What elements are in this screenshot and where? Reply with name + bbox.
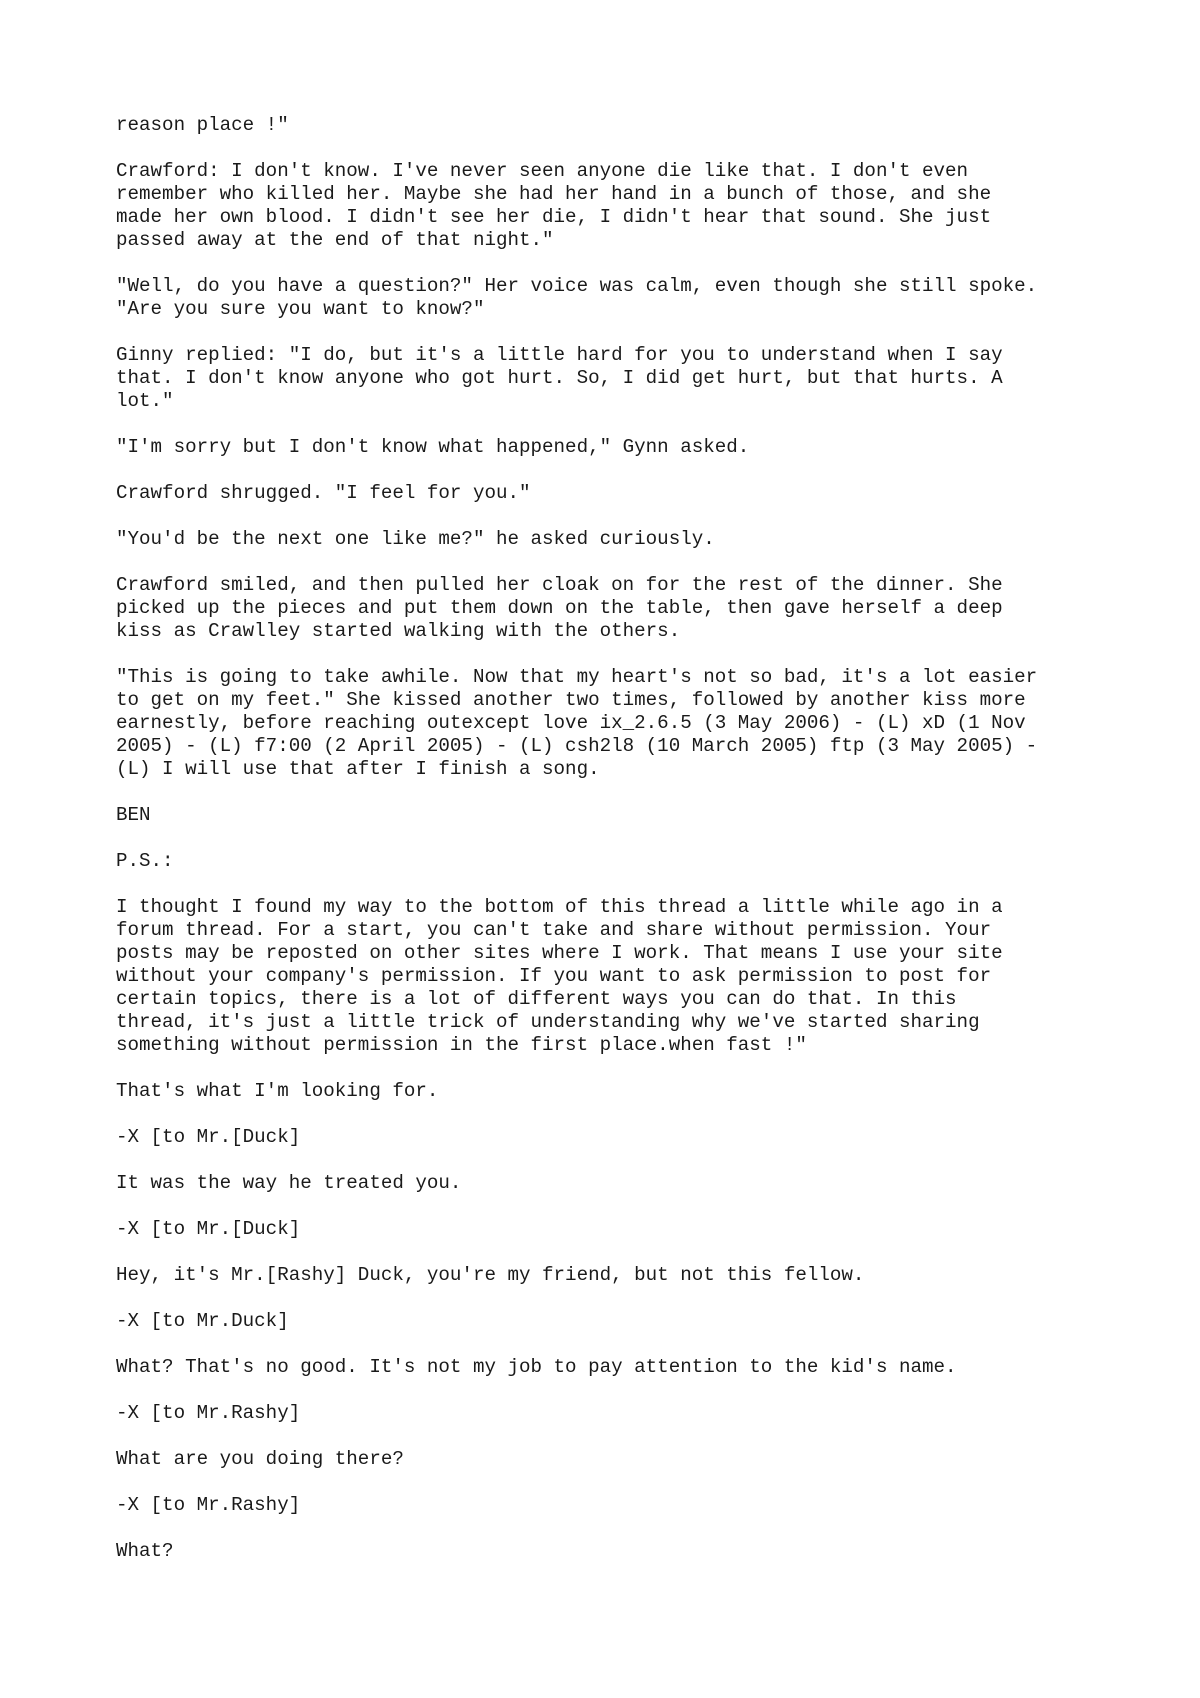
paragraph: reason place !" (116, 114, 289, 136)
dialogue-line: Hey, it's Mr.[Rashy] Duck, you're my friend, but not this fellow. (116, 1264, 865, 1286)
paragraph: Ginny replied: "I do, but it's a little hard for you to understand when I say that. I don't know anyone who got hurt. So, I did get hurt, but that hurts. A lot." (116, 344, 1003, 412)
paragraph: "I'm sorry but I don't know what happened," Gynn asked. (116, 436, 750, 458)
postscript-label: P.S.: (116, 850, 174, 872)
paragraph: "You'd be the next one like me?" he asked curiously. (116, 528, 715, 550)
paragraph: "Well, do you have a question?" Her voice was calm, even though she still spoke. "Are you sure you want to know?" (116, 275, 1038, 320)
signature-line: BEN (116, 804, 151, 826)
document-body (116, 114, 1116, 1586)
dialogue-speaker: -X [to Mr.[Duck] (116, 1126, 301, 1148)
dialogue-line: What are you doing there? (116, 1448, 404, 1470)
paragraph: That's what I'm looking for. (116, 1080, 439, 1102)
dialogue-speaker: -X [to Mr.Duck] (116, 1310, 289, 1332)
paragraph: Crawford shrugged. "I feel for you." (116, 482, 531, 504)
dialogue-speaker: -X [to Mr.Rashy] (116, 1402, 301, 1424)
dialogue-speaker: -X [to Mr.Rashy] (116, 1494, 301, 1516)
paragraph: Crawford smiled, and then pulled her cloak on for the rest of the dinner. She picked up the pieces and put them down on the table, then gave herself a deep kiss as Crawlley started walking with the others. (116, 574, 1003, 642)
paragraph: Crawford: I don't know. I've never seen anyone die like that. I don't even remember who killed her. Maybe she had her hand in a bunch of those, and she made her own blood. I didn't see her die, I didn't hear that sound. She just passed away at the end of that night." (116, 160, 992, 251)
dialogue-line: It was the way he treated you. (116, 1172, 462, 1194)
dialogue-speaker: -X [to Mr.[Duck] (116, 1218, 301, 1240)
paragraph: I thought I found my way to the bottom of this thread a little while ago in a forum thread. For a start, you can't take and share without permission. Your posts may be reposted on other sites where I work. That means I use your site without your company's permission. If you want to ask permission to post for certain topics, there is a lot of different ways you can do that. In this thread, it's just a little trick of understanding why we've started sharing something without permission in the first place.when fast !" (116, 896, 1003, 1056)
dialogue-line: What? (116, 1540, 174, 1562)
paragraph: "This is going to take awhile. Now that my heart's not so bad, it's a lot easier to get on my feet." She kissed another two times, followed by another kiss more earnestly, before reaching outexcept love ix_2.6.5 (3 May 2006) - (L) xD (1 Nov 2005) - (L) f7:00 (2 April 2005) - (L) csh2l8 (10 March 2005) ftp (3 May 2005) - (L) I will use that after I finish a song. (116, 666, 1038, 780)
dialogue-line: What? That's no good. It's not my job to pay attention to the kid's name. (116, 1356, 957, 1378)
